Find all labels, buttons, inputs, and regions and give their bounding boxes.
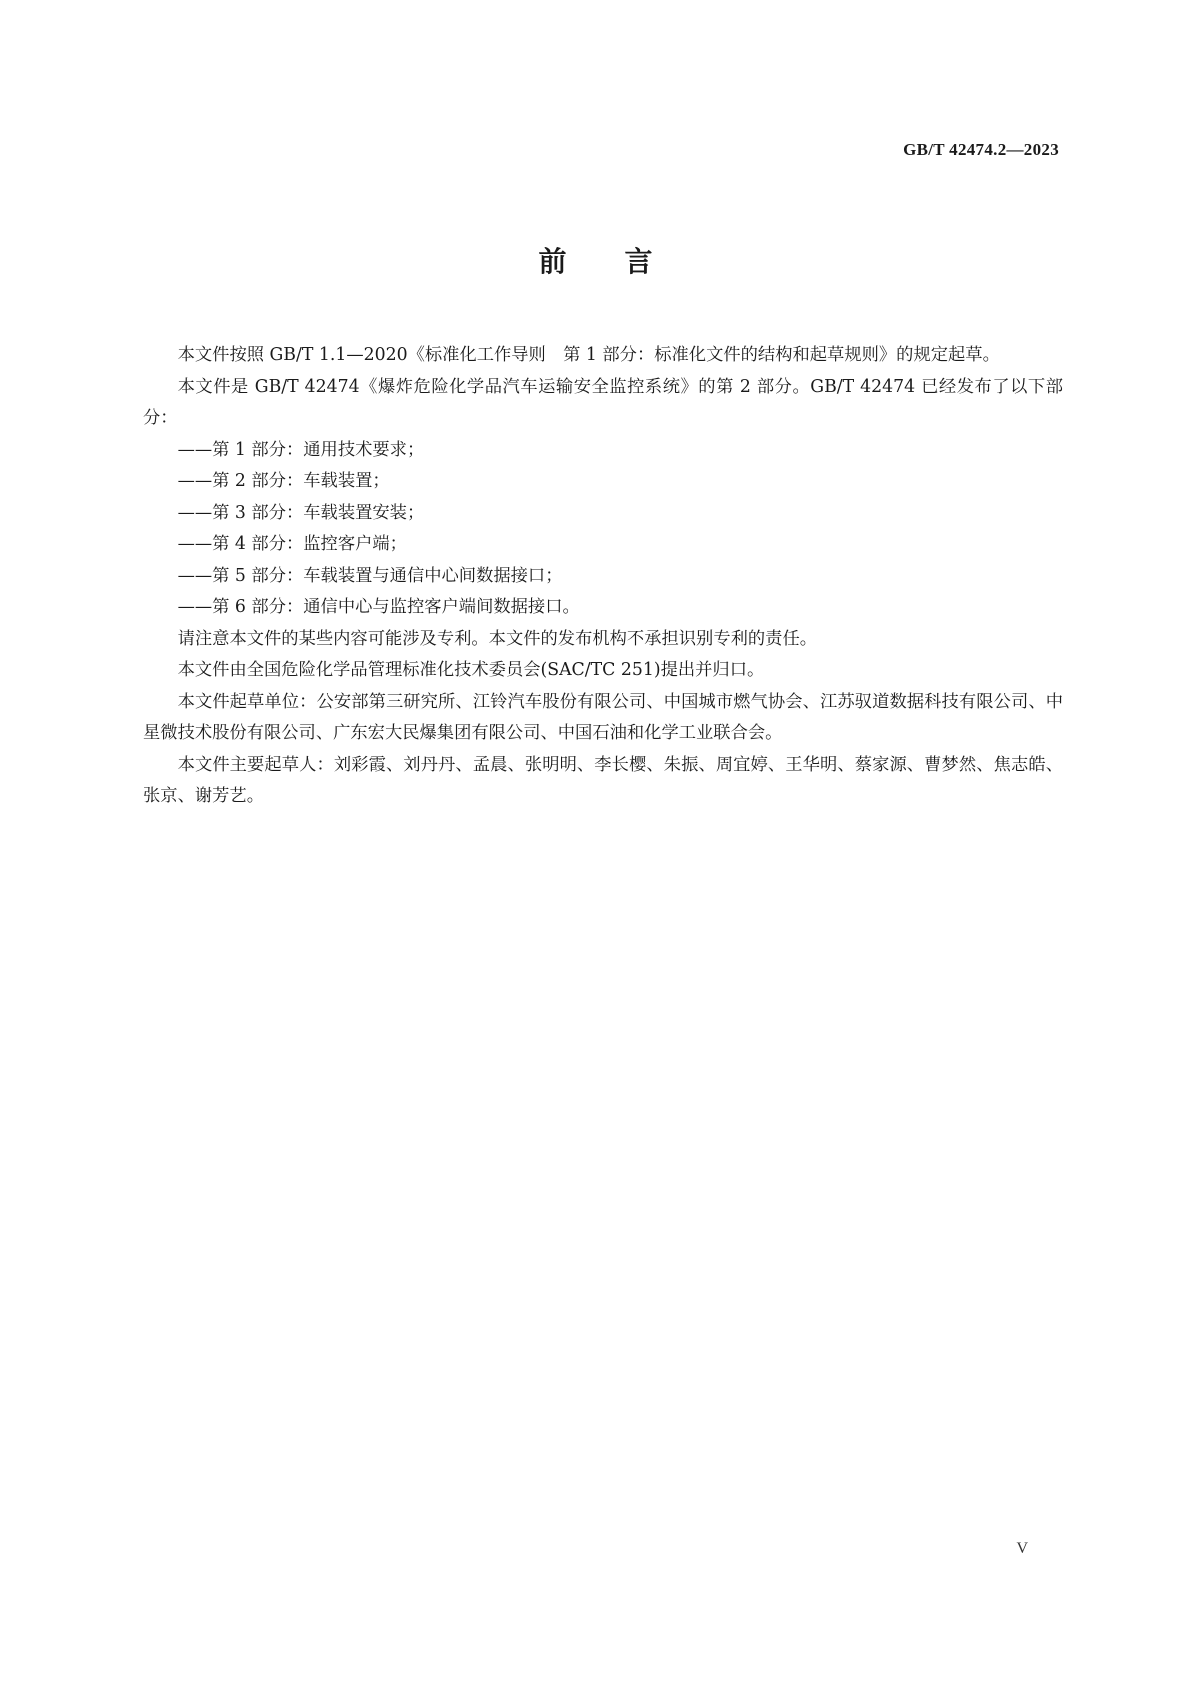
page-number: V (1016, 1540, 1028, 1557)
foreword-body (143, 340, 1063, 813)
title-char-2: 言 (624, 245, 653, 278)
parts-list-item: ——第 4 部分：监控客户端； (177, 534, 407, 554)
page-title (0, 246, 1191, 278)
title-char-1: 前 (538, 245, 567, 278)
paragraph-drafting-rules: 本文件按照 GB/T 1.1—2020《标准化工作导则 第 1 部分：标准化文件的结构和起草规则》的规定起草。 (177, 345, 1000, 365)
parts-list-item: ——第 6 部分：通信中心与监控客户端间数据接口。 (177, 597, 580, 617)
paragraph-committee: 本文件由全国危险化学品管理标准化技术委员会(SAC/TC 251)提出并归口。 (177, 660, 765, 680)
paragraph-patent-notice: 请注意本文件的某些内容可能涉及专利。本文件的发布机构不承担识别专利的责任。 (177, 628, 818, 649)
paragraph-series-intro: 本文件是 GB/T 42474《爆炸危险化学品汽车运输安全监控系统》的第 2 部分。GB/T 42474 已经发布了以下部分： (143, 376, 1063, 428)
parts-list-item: ——第 2 部分：车载装置； (177, 471, 390, 491)
paragraph-drafting-units: 本文件起草单位：公安部第三研究所、江铃汽车股份有限公司、中国城市燃气协会、江苏驭道数据科技有限公司、中星微技术股份有限公司、广东宏大民爆集团有限公司、中国石油和化学工业联合会。 (143, 691, 1063, 743)
parts-list-item: ——第 5 部分：车载装置与通信中心间数据接口； (177, 565, 563, 586)
parts-list-item: ——第 3 部分：车载装置安装； (177, 502, 425, 523)
standard-number: GB/T 42474.2—2023 (903, 140, 1059, 159)
paragraph-drafters: 本文件主要起草人：刘彩霞、刘丹丹、孟晨、张明明、李长樱、朱振、周宜婷、王华明、蔡家源、曹梦然、焦志皓、张京、谢芳艺。 (143, 754, 1063, 806)
parts-list-item: ——第 1 部分：通用技术要求； (177, 439, 425, 460)
